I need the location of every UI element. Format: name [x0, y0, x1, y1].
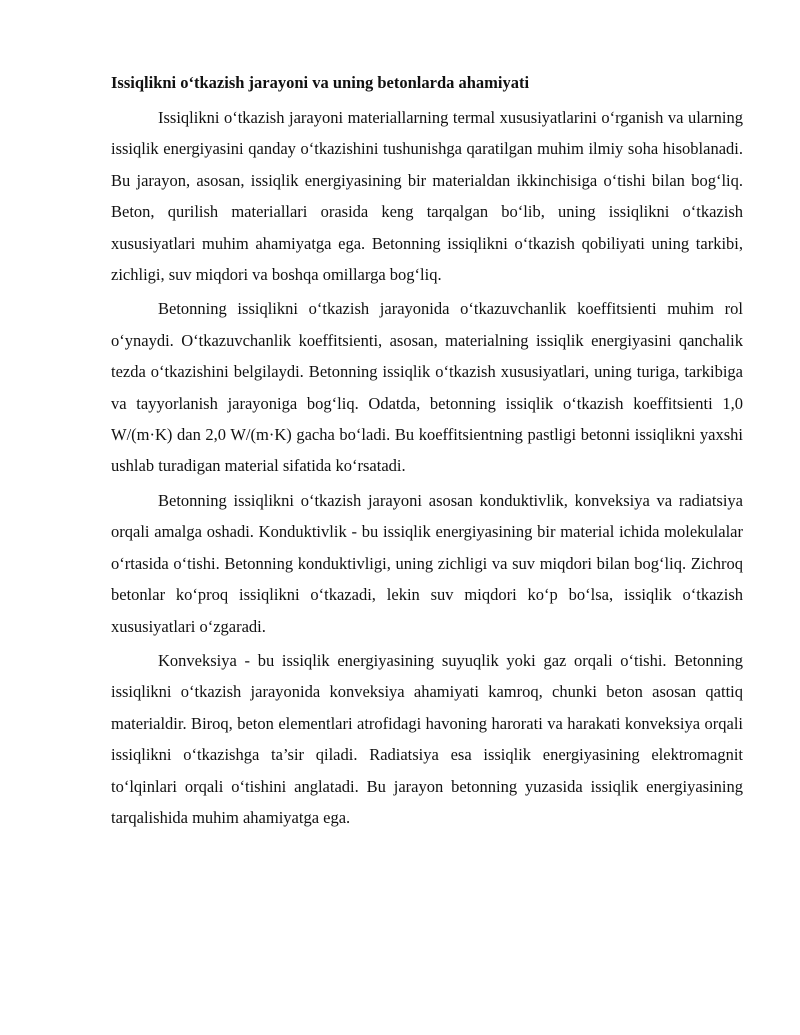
paragraph-2: Betonning issiqlikni o‘tkazish jarayonida o‘tkazuvchanlik koeffitsienti muhim rol o‘ynaydi. O‘tkazuvchanlik koeffitsienti, asosan, materialning issiqlik energiyasini qanchalik tezda o‘tkazishini belgilaydi. Betonning issiqlik o‘tkazish xususiyatlari, uning turiga, tarkibiga va tayyorlanish jarayoniga bog‘liq. Odatda, betonning issiqlik o‘tkazish koeffitsienti 1,0 W/(m·K) dan 2,0 W/(m·K) gacha bo‘ladi. Bu koeffitsientning pastligi betonni issiqlikni yaxshi ushlab turadigan material sifatida ko‘rsatadi. [111, 299, 743, 476]
paragraph-3: Betonning issiqlikni o‘tkazish jarayoni asosan konduktivlik, konveksiya va radiatsiya orqali amalga oshadi. Konduktivlik - bu issiqlik energiyasining bir material ichida molekulalar o‘rtasida o‘tishi. Betonning konduktivligi, uning zichligi va suv miqdori bilan bog‘liq. Zichroq betonlar ko‘proq issiqlikni o‘tkazadi, lekin suv miqdori ko‘p bo‘lsa, issiqlik o‘tkazish xususiyatlari o‘zgaradi. [111, 490, 743, 636]
document-title: Issiqlikni o‘tkazish jarayoni va uning betonlarda ahamiyati [111, 73, 530, 92]
document-page [111, 72, 743, 836]
paragraph-1: Issiqlikni o‘tkazish jarayoni materiallarning termal xususiyatlarini o‘rganish va ularning issiqlik energiyasini qanday o‘tkazishini tushunishga qaratilgan muhim ilmiy soha hisoblanadi. Bu jarayon, asosan, issiqlik energiyasining bir materialdan ikkinchisiga o‘tishi bilan bog‘liq. Beton, qurilish materiallari orasida keng tarqalgan bo‘lib, uning issiqlikni o‘tkazish xususiyatlari muhim ahamiyatga ega. Betonning issiqlikni o‘tkazish qobiliyati uning tarkibi, zichligi, suv miqdori va boshqa omillarga bog‘liq. [111, 108, 743, 285]
paragraph-4: Konveksiya - bu issiqlik energiyasining suyuqlik yoki gaz orqali o‘tishi. Betonning issiqlikni o‘tkazish jarayonida konveksiya ahamiyati kamroq, chunki beton asosan qattiq materialdir. Biroq, beton elementlari atrofidagi havoning harorati va harakati konveksiya orqali issiqlikni o‘tkazishga ta’sir qiladi. Radiatsiya esa issiqlik energiyasining elektromagnit to‘lqinlari orqali o‘tishini anglatadi. Bu jarayon betonning yuzasida issiqlik energiyasining tarqalishida muhim ahamiyatga ega. [111, 650, 743, 827]
